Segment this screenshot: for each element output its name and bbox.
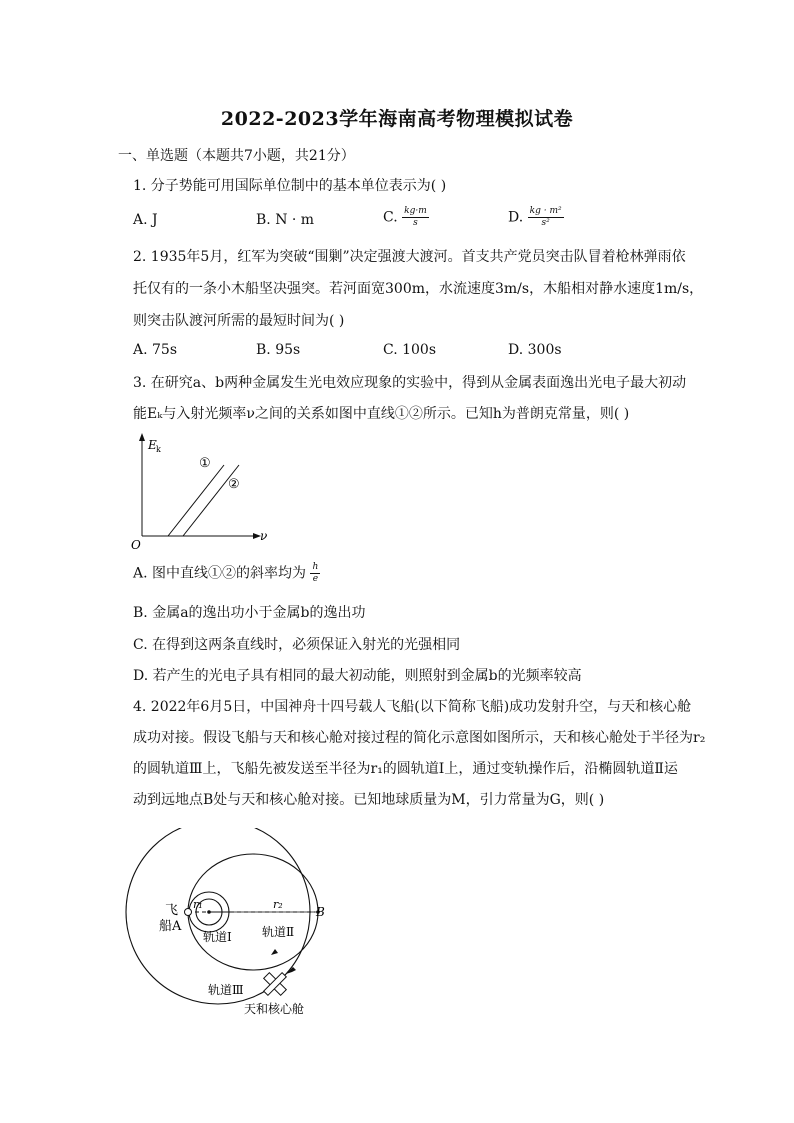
q4-ship-label-2: 船A <box>159 919 182 934</box>
q3-graph-line-2 <box>183 465 239 536</box>
section-heading: 一、单选题（本题共7小题，共21分） <box>118 148 355 164</box>
q3-graph-y-label: E <box>148 438 157 452</box>
q3-line-1: 3. 在研究a、b两种金属发生光电效应现象的实验中，得到从金属表面逸出光电子最大初动 <box>133 375 687 391</box>
q2-line-3: 则突击队渡河所需的最短时间为( ) <box>133 313 345 329</box>
q1-option-c-numerator: kg·m <box>404 206 427 216</box>
q3-option-a-denominator: e <box>312 574 319 584</box>
q3-option-b[interactable]: B. 金属a的逸出功小于金属b的逸出功 <box>133 605 366 621</box>
q2-option-d[interactable]: D. 300s <box>508 342 562 358</box>
q3-option-c[interactable]: C. 在得到这两条直线时，必须保证入射光的光强相同 <box>133 637 461 653</box>
q1-option-a[interactable]: A. J <box>133 212 158 228</box>
q3-graph-x-label: ν <box>260 529 268 543</box>
q3-graph-y-subscript: k <box>156 445 161 454</box>
q3-graph-label-2: ② <box>228 477 240 492</box>
page-title: 2022-2023学年海南高考物理模拟试卷 <box>220 108 574 130</box>
q1-option-c-label: C. <box>383 209 398 226</box>
q1-option-c[interactable] <box>383 206 429 229</box>
q2-line-1: 2. 1935年5月，红军为突破“围剿”决定强渡大渡河。首支共产党员突击队冒着枪林弹雨依 <box>133 249 686 265</box>
q4-orbit-2-arrow <box>271 949 278 955</box>
q4-line-1: 4. 2022年6月5日，中国神舟十四号载人飞船(以下简称飞船)成功发射升空，与天和核心舱 <box>133 699 692 715</box>
q2-line-2: 托仅有的一条小木船坚决强突。若河面宽300m，水流速度3m/s，木船相对静水速度1m/s， <box>133 281 704 297</box>
q3-option-a-fraction <box>310 562 320 585</box>
q4-point-b-label: B <box>316 905 325 919</box>
q4-line-4: 动到远地点B处与天和核心舱对接。已知地球质量为M，引力常量为G，则( ) <box>133 792 605 808</box>
q4-orbit-diagram <box>125 828 340 1028</box>
q4-station-label: 天和核心舱 <box>244 1002 305 1016</box>
q1-option-b[interactable]: B. N · m <box>256 212 315 228</box>
q1-option-c-fraction <box>402 206 429 229</box>
q4-ship-label-1: 飞 <box>165 903 179 918</box>
q4-orbit-1-label: 轨道Ⅰ <box>203 930 232 944</box>
q2-option-b[interactable]: B. 95s <box>256 342 301 358</box>
q1-option-c-denominator: s <box>413 218 418 228</box>
q3-option-a-numerator: h <box>312 562 319 572</box>
q4-line-2: 成功对接。假设飞船与天和核心舱对接过程的简化示意图如图所示，天和核心舱处于半径为r₂ <box>133 730 706 746</box>
q1-option-d-label: D. <box>508 209 524 226</box>
q3-graph-y-arrow <box>139 433 145 441</box>
q1-option-d-numerator: kg · m² <box>529 206 562 216</box>
q3-line-2: 能Eₖ与入射光频率ν之间的关系如图中直线①②所示。已知h为普朗克常量，则( ) <box>133 406 630 422</box>
q2-option-a[interactable]: A. 75s <box>133 342 178 358</box>
q4-earth-center <box>207 910 211 914</box>
q3-graph-label-1: ① <box>199 456 211 471</box>
q1-option-d-denominator: s² <box>541 218 550 228</box>
q3-graph-line-1 <box>168 465 224 536</box>
q2-option-c[interactable]: C. 100s <box>383 342 437 358</box>
q3-graph-origin: O <box>131 538 141 552</box>
q4-orbit-3-label: 轨道Ⅲ <box>208 983 244 997</box>
q1-option-d[interactable] <box>508 206 564 229</box>
q4-line-3: 的圆轨道Ⅲ上，飞船先被发送至半径为r₁的圆轨道Ⅰ上，通过变轨操作后，沿椭圆轨道Ⅱ运 <box>133 761 678 777</box>
q4-r1-label: r₁ <box>193 898 203 911</box>
q3-option-a-label: A. 图中直线①②的斜率均为 <box>133 565 307 582</box>
q4-ship-point-a <box>185 909 192 916</box>
q3-graph <box>128 430 278 554</box>
q1-stem: 1. 分子势能可用国际单位制中的基本单位表示为( ) <box>133 178 447 194</box>
q3-option-d[interactable]: D. 若产生的光电子具有相同的最大初动能，则照射到金属b的光频率较高 <box>133 668 582 684</box>
q3-option-a[interactable] <box>133 562 320 585</box>
q4-orbit-2-label: 轨道Ⅱ <box>262 925 295 939</box>
q1-option-d-fraction <box>528 206 564 229</box>
q4-r2-label: r₂ <box>273 898 283 911</box>
